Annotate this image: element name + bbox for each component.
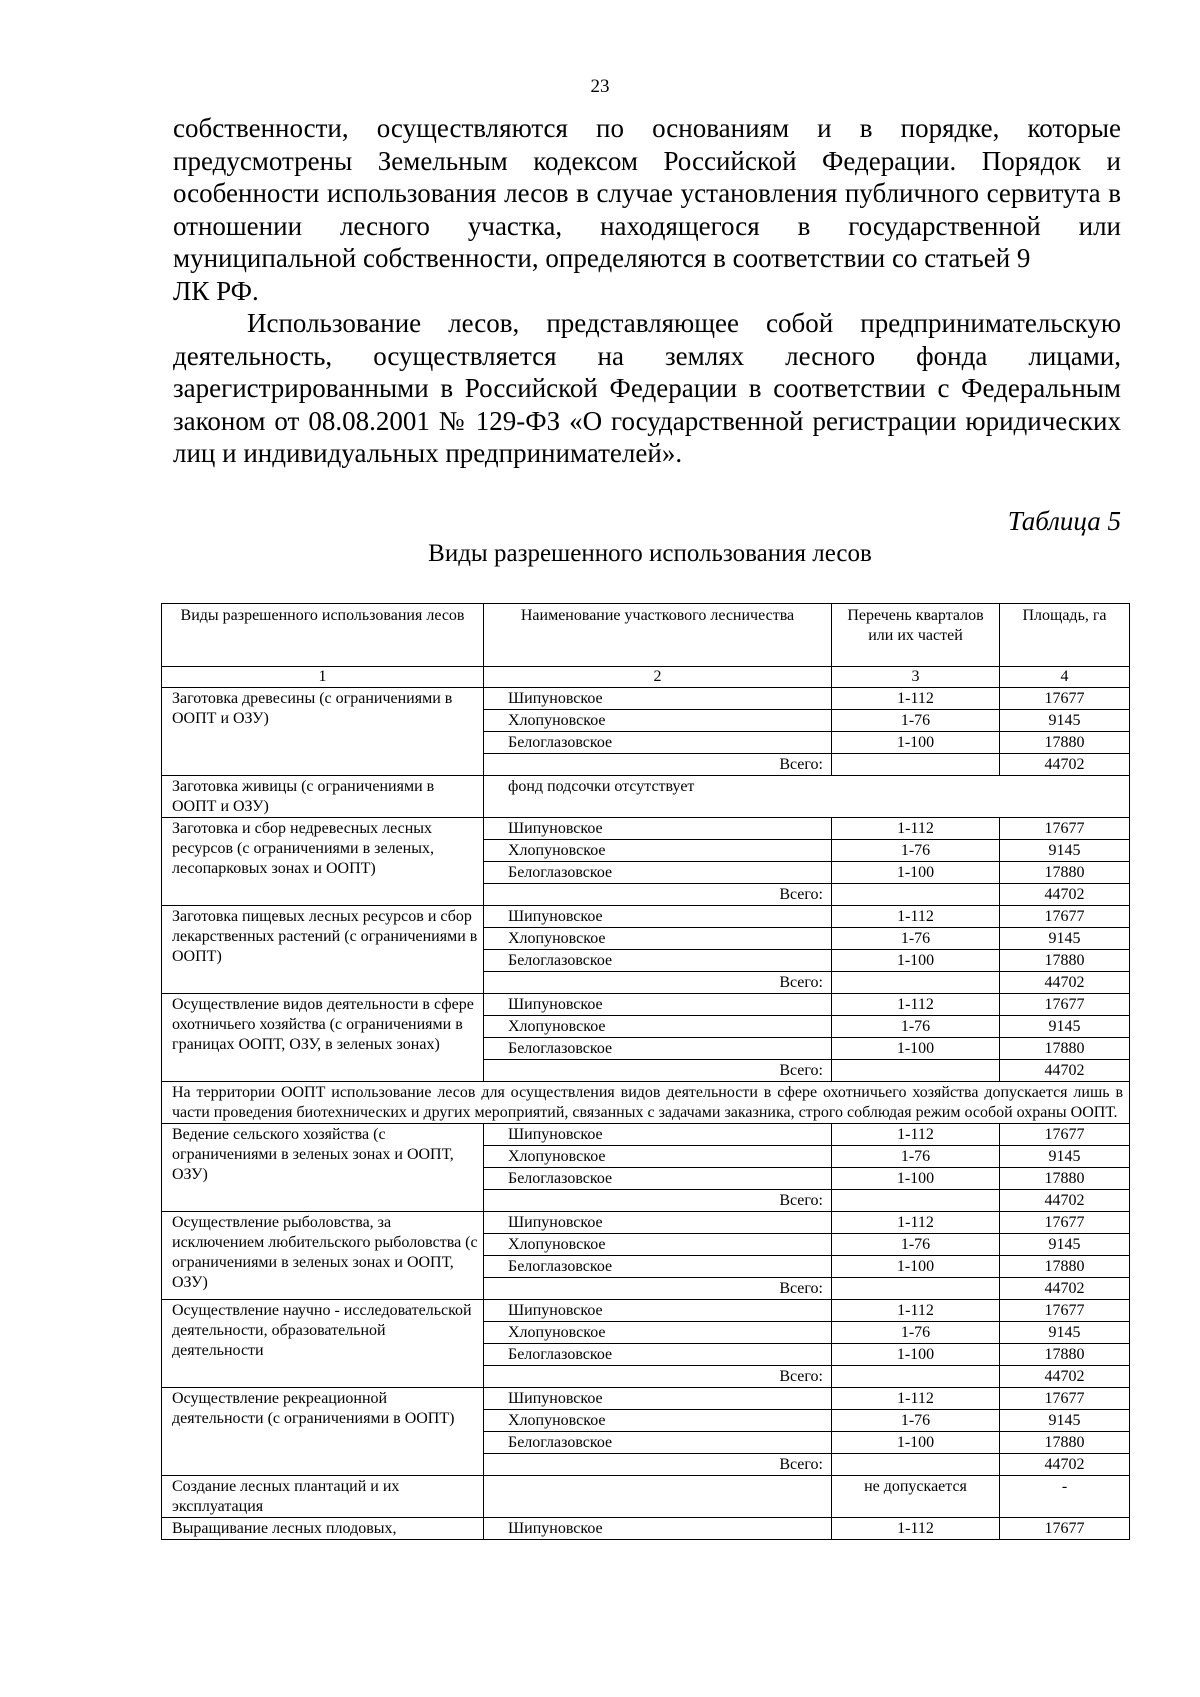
district-cell: Хлопуновское <box>484 1234 832 1256</box>
use-type-cell: Осуществление научно - исследовательской деятельности, образовательной деятельности <box>162 1300 484 1388</box>
area-cell: 17880 <box>1000 1344 1130 1366</box>
table-header-row <box>162 604 1130 667</box>
area-cell: 17880 <box>1000 1432 1130 1454</box>
table-row <box>162 994 1130 1016</box>
district-cell: Шипуновское <box>484 818 832 840</box>
quarters-cell: 1-76 <box>832 1016 1000 1038</box>
table-row <box>162 906 1130 928</box>
header-quarters: Перечень кварталов или их частей <box>832 604 1000 667</box>
empty-cell <box>832 1060 1000 1082</box>
use-type-cell: Создание лесных плантаций и их эксплуатация <box>162 1476 484 1518</box>
table-row <box>162 1518 1130 1540</box>
area-cell: 9145 <box>1000 1410 1130 1432</box>
area-cell: 9145 <box>1000 1016 1130 1038</box>
page-number: 23 <box>590 76 610 97</box>
use-type-cell: Осуществление рекреационной деятельности (с ограничениями в ООПТ) <box>162 1388 484 1476</box>
total-area-cell: 44702 <box>1000 1060 1130 1082</box>
use-type-cell: Выращивание лесных плодовых, <box>162 1518 484 1540</box>
district-cell: Шипуновское <box>484 1388 832 1410</box>
district-cell: Белоглазовское <box>484 950 832 972</box>
empty-cell <box>832 1366 1000 1388</box>
table-row <box>162 1300 1130 1322</box>
quarters-cell: 1-76 <box>832 1410 1000 1432</box>
total-area-cell: 44702 <box>1000 972 1130 994</box>
area-cell: 17677 <box>1000 906 1130 928</box>
table-body <box>162 688 1130 1540</box>
district-cell: Белоглазовское <box>484 1344 832 1366</box>
area-cell: 9145 <box>1000 1146 1130 1168</box>
district-cell: Шипуновское <box>484 906 832 928</box>
area-cell: 17880 <box>1000 732 1130 754</box>
area-cell: 17677 <box>1000 1300 1130 1322</box>
district-cell: Шипуновское <box>484 1124 832 1146</box>
column-number: 1 <box>162 667 484 688</box>
header-use-type: Виды разрешенного использования лесов <box>162 604 484 667</box>
quarters-cell: 1-112 <box>832 818 1000 840</box>
area-cell: 17677 <box>1000 688 1130 710</box>
area-cell: 9145 <box>1000 1234 1130 1256</box>
quarters-cell: 1-112 <box>832 1212 1000 1234</box>
district-cell: Шипуновское <box>484 688 832 710</box>
total-label-cell: Всего: <box>484 1366 832 1388</box>
district-cell: Хлопуновское <box>484 840 832 862</box>
district-cell <box>484 1476 832 1518</box>
total-area-cell: 44702 <box>1000 754 1130 776</box>
district-cell: Хлопуновское <box>484 1410 832 1432</box>
area-cell: 17677 <box>1000 1124 1130 1146</box>
table-row <box>162 818 1130 840</box>
quarters-cell: 1-76 <box>832 710 1000 732</box>
total-label-cell: Всего: <box>484 1454 832 1476</box>
district-cell: Белоглазовское <box>484 732 832 754</box>
area-cell: 17880 <box>1000 1038 1130 1060</box>
column-number: 3 <box>832 667 1000 688</box>
total-area-cell: 44702 <box>1000 1278 1130 1300</box>
area-cell: 17677 <box>1000 818 1130 840</box>
district-cell: Шипуновское <box>484 1518 832 1540</box>
table-title: Виды разрешенного использования лесов <box>428 540 872 567</box>
table-row <box>162 776 1130 818</box>
paragraph-1: собственности, осуществляются по основаниям и в порядке, которые предусмотрены Земельным кодексом Российской Федерации. Порядок и особенности использования лесов в случае установления публичного сервитута в отношении лесного участка, находящегося в государственной или муниципальной собственности, определяются в соответствии со статьей 9 <box>173 113 1121 273</box>
empty-cell <box>832 884 1000 906</box>
area-cell: 17677 <box>1000 1212 1130 1234</box>
area-cell: 9145 <box>1000 840 1130 862</box>
quarters-cell: 1-100 <box>832 950 1000 972</box>
district-cell: Белоглазовское <box>484 1432 832 1454</box>
district-cell: Белоглазовское <box>484 1038 832 1060</box>
area-cell: 9145 <box>1000 1322 1130 1344</box>
quarters-cell: 1-100 <box>832 1344 1000 1366</box>
area-cell: 17880 <box>1000 1256 1130 1278</box>
use-type-cell: Заготовка и сбор недревесных лесных ресурсов (с ограничениями в зеленых, лесопарковых зонах и ООПТ) <box>162 818 484 906</box>
total-label-cell: Всего: <box>484 884 832 906</box>
area-cell: 17677 <box>1000 1518 1130 1540</box>
merged-info-cell: фонд подсочки отсутствует <box>484 776 1130 818</box>
area-cell: 17880 <box>1000 1168 1130 1190</box>
area-cell: 17880 <box>1000 862 1130 884</box>
district-cell: Белоглазовское <box>484 1168 832 1190</box>
table-column-numbers-row <box>162 667 1130 688</box>
quarters-cell: 1-112 <box>832 1518 1000 1540</box>
quarters-cell: 1-100 <box>832 1256 1000 1278</box>
quarters-cell: 1-76 <box>832 840 1000 862</box>
total-label-cell: Всего: <box>484 754 832 776</box>
total-label-cell: Всего: <box>484 1060 832 1082</box>
district-cell: Хлопуновское <box>484 928 832 950</box>
forest-use-table <box>161 603 1130 1540</box>
quarters-cell: 1-112 <box>832 1300 1000 1322</box>
quarters-cell: 1-112 <box>832 906 1000 928</box>
body-text <box>173 112 1121 470</box>
use-type-cell: Осуществление рыболовства, за исключением любительского рыболовства (с ограничениями в зеленых зонах и ООПТ, ОЗУ) <box>162 1212 484 1300</box>
quarters-cell: 1-112 <box>832 1124 1000 1146</box>
quarters-cell: 1-76 <box>832 1146 1000 1168</box>
area-cell: 9145 <box>1000 928 1130 950</box>
area-cell: 17677 <box>1000 1388 1130 1410</box>
paragraph-2: ЛК РФ. <box>173 275 259 306</box>
district-cell: Хлопуновское <box>484 1016 832 1038</box>
table-label: Таблица 5 <box>1007 506 1121 536</box>
empty-cell <box>832 1190 1000 1212</box>
district-cell: Хлопуновское <box>484 710 832 732</box>
district-cell: Белоглазовское <box>484 1256 832 1278</box>
paragraph-3: Использование лесов, представляющее собой предпринимательскую деятельность, осуществляется на землях лесного фонда лицами, зарегистрированными в Российской Федерации в соответствии с Федеральным законом от 08.08.2001 № 129-ФЗ «О государственной регистрации юридических лиц и индивидуальных предпринимателей». <box>173 308 1121 468</box>
area-cell: - <box>1000 1476 1130 1518</box>
column-number: 2 <box>484 667 832 688</box>
use-type-cell: Осуществление видов деятельности в сфере охотничьего хозяйства (с ограничениями в границах ООПТ, ОЗУ, в зеленых зонах) <box>162 994 484 1082</box>
column-number: 4 <box>1000 667 1130 688</box>
quarters-cell: 1-112 <box>832 688 1000 710</box>
quarters-cell: 1-76 <box>832 928 1000 950</box>
use-type-cell: Заготовка пищевых лесных ресурсов и сбор лекарственных растений (с ограничениями в ООПТ) <box>162 906 484 994</box>
district-cell: Шипуновское <box>484 994 832 1016</box>
empty-cell <box>832 1454 1000 1476</box>
empty-cell <box>832 754 1000 776</box>
empty-cell <box>832 1278 1000 1300</box>
use-type-cell: Заготовка живицы (с ограничениями в ООПТ и ОЗУ) <box>162 776 484 818</box>
note-cell: На территории ООПТ использование лесов для осуществления видов деятельности в сфере охотничьего хозяйства допускается лишь в части проведения биотехнических и других мероприятий, связанных с задачами заказника, строго соблюдая режим особой охраны ООПТ. <box>162 1082 1130 1124</box>
use-type-cell: Ведение сельского хозяйства (с ограничениями в зеленых зонах и ООПТ, ОЗУ) <box>162 1124 484 1212</box>
total-label-cell: Всего: <box>484 1190 832 1212</box>
district-cell: Хлопуновское <box>484 1146 832 1168</box>
header-area: Площадь, га <box>1000 604 1130 667</box>
total-area-cell: 44702 <box>1000 884 1130 906</box>
quarters-cell: 1-100 <box>832 862 1000 884</box>
total-label-cell: Всего: <box>484 972 832 994</box>
district-cell: Белоглазовское <box>484 862 832 884</box>
quarters-cell: 1-112 <box>832 1388 1000 1410</box>
quarters-cell: 1-76 <box>832 1234 1000 1256</box>
area-cell: 17880 <box>1000 950 1130 972</box>
table-row <box>162 1388 1130 1410</box>
quarters-cell: 1-100 <box>832 1168 1000 1190</box>
district-cell: Хлопуновское <box>484 1322 832 1344</box>
empty-cell <box>832 972 1000 994</box>
total-area-cell: 44702 <box>1000 1190 1130 1212</box>
table-row <box>162 1124 1130 1146</box>
table-row <box>162 688 1130 710</box>
quarters-cell: 1-112 <box>832 994 1000 1016</box>
district-cell: Шипуновское <box>484 1300 832 1322</box>
total-label-cell: Всего: <box>484 1278 832 1300</box>
quarters-cell: 1-100 <box>832 1432 1000 1454</box>
table-row <box>162 1476 1130 1518</box>
quarters-cell: 1-100 <box>832 1038 1000 1060</box>
quarters-cell: 1-76 <box>832 1322 1000 1344</box>
header-district: Наименование участкового лесничества <box>484 604 832 667</box>
area-cell: 9145 <box>1000 710 1130 732</box>
area-cell: 17677 <box>1000 994 1130 1016</box>
district-cell: Шипуновское <box>484 1212 832 1234</box>
table-row <box>162 1212 1130 1234</box>
table-note-row <box>162 1082 1130 1124</box>
use-type-cell: Заготовка древесины (с ограничениями в ООПТ и ОЗУ) <box>162 688 484 776</box>
total-area-cell: 44702 <box>1000 1366 1130 1388</box>
quarters-cell: 1-100 <box>832 732 1000 754</box>
quarters-cell: не допускается <box>832 1476 1000 1518</box>
total-area-cell: 44702 <box>1000 1454 1130 1476</box>
